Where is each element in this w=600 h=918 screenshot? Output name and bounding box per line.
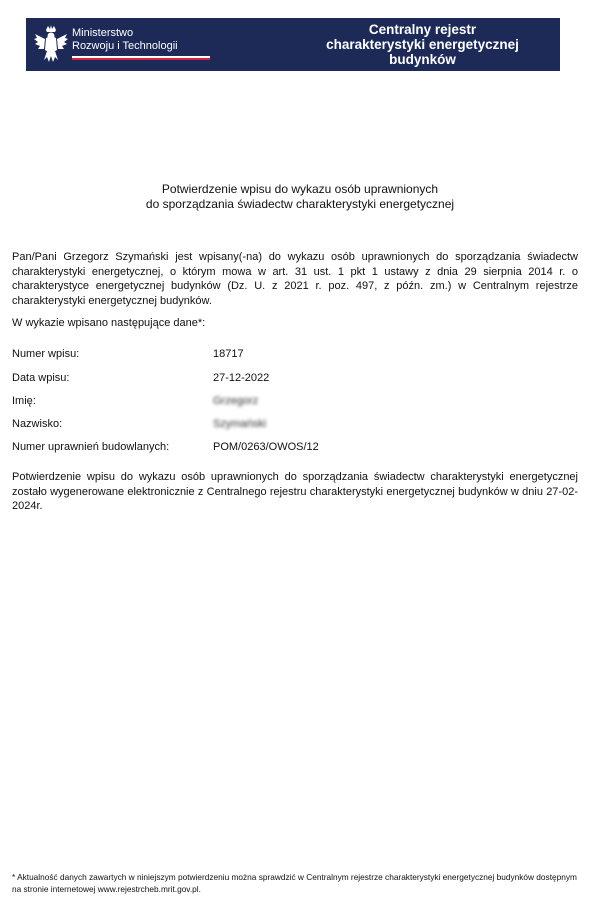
ministry-line-1: Ministerstwo: [72, 27, 134, 39]
field-label-entry-number: Numer wpisu:: [12, 348, 80, 360]
field-label-entry-date: Data wpisu:: [12, 372, 70, 384]
polish-eagle-emblem-icon: [33, 24, 69, 64]
header-banner: [26, 18, 560, 71]
field-value-license-number: POM/0263/OWOS/12: [213, 441, 319, 453]
registry-title: [285, 22, 560, 67]
registry-title-line-3: budynków: [389, 52, 456, 67]
document-title-line-1: Potwierdzenie wpisu do wykazu osób uprawnionych: [161, 182, 439, 196]
field-label-first-name: Imię:: [12, 395, 36, 407]
flag-stripe: [72, 56, 210, 60]
field-value-entry-number: 18717: [213, 348, 244, 360]
field-label-license-number: Numer uprawnień budowlanych:: [12, 441, 170, 453]
registry-title-line-2: charakterystyki energetycznej: [326, 37, 519, 52]
intro-paragraph: Pan/Pani Grzegorz Szymański jest wpisany(-na) do wykazu osób uprawnionych do sporządzania świadectw charakterystyki energetycznej, o którym mowa w art. 31 ust. 1 pkt 1 ustawy z dnia 29 sierpnia 2014 r. o charakterystyce energetycznej budynków (Dz. U. z 2021 r. poz. 497, z późn. zm.) w Centralnym rejestrze charakterystyki energetycznej budynków.: [12, 251, 578, 307]
list-intro: W wykazie wpisano następujące dane*:: [12, 317, 206, 329]
document-title-line-2: do sporządzania świadectw charakterystyki energetycznej: [145, 197, 455, 211]
field-label-last-name: Nazwisko:: [12, 418, 63, 430]
ministry-line-2: Rozwoju i Technologii: [72, 40, 178, 52]
ministry-logo-text: [72, 27, 210, 60]
registry-title-line-1: Centralny rejestr: [368, 22, 477, 37]
footnote: * Aktualność danych zawartych w niniejszym potwierdzeniu można sprawdzić w Centralnym rejestrze charakterystyki energetycznej budynków dostępnym na stronie internetowej www.rejestrcheb.mrit.gov.pl.: [12, 872, 577, 894]
closing-paragraph: Potwierdzenie wpisu do wykazu osób uprawnionych do sporządzania świadectw charakterystyki energetycznej zostało wygenerowane elektronicznie z Centralnego rejestru charakterystyki energetycznej budynków w dniu 27-02-2024r.: [12, 471, 578, 512]
document-title: [0, 182, 600, 212]
field-value-entry-date: 27-12-2022: [213, 372, 270, 384]
field-value-first-name: Grzegorz: [213, 395, 259, 407]
field-value-last-name: Szymański: [213, 418, 267, 430]
